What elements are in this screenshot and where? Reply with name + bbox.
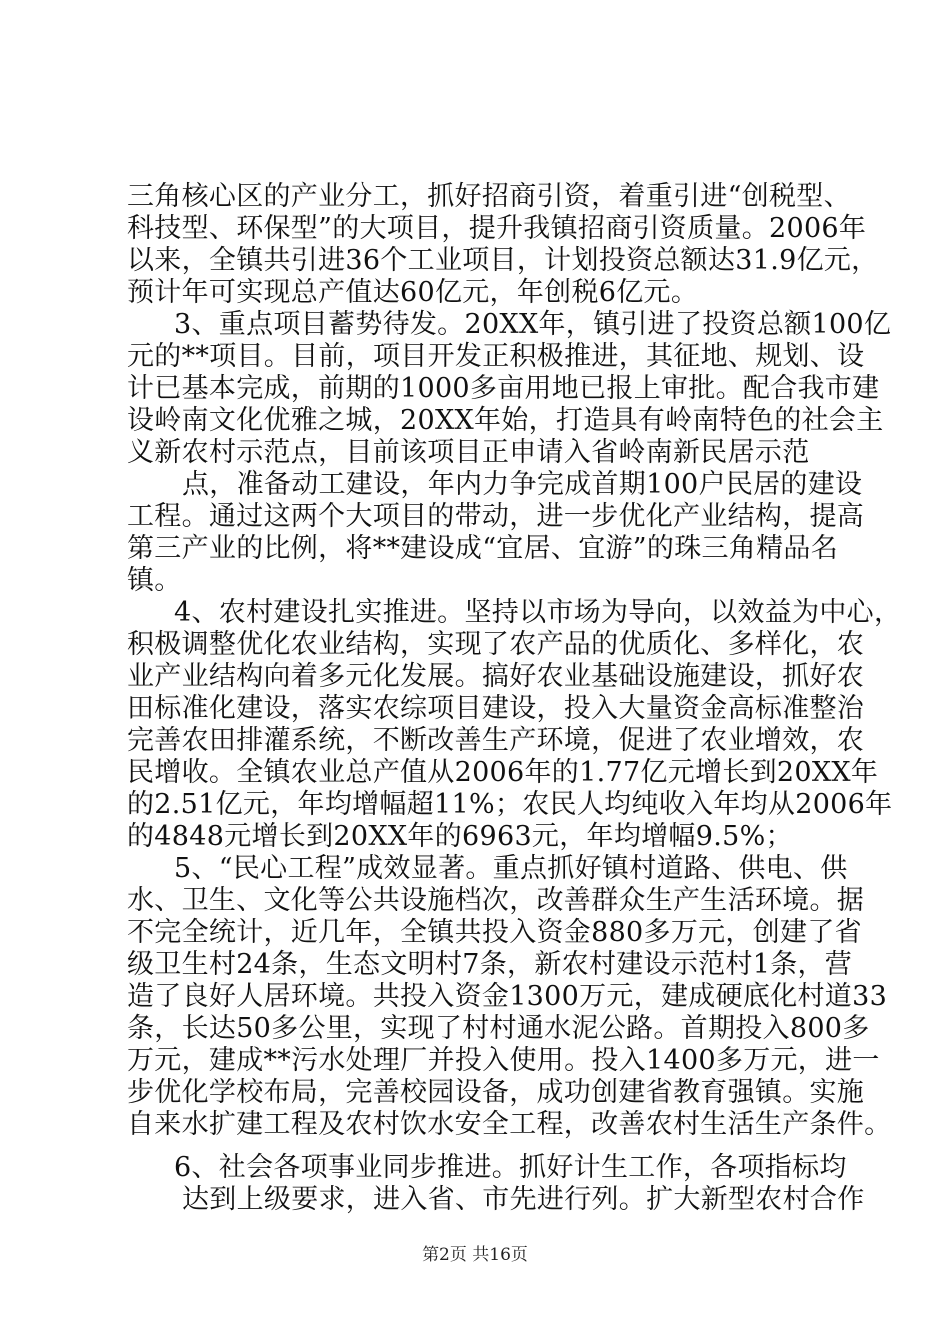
text-line: 不完全统计，近几年，全镇共投入资金880多万元，创建了省: [127, 917, 862, 948]
text-line: 田标准化建设，落实农综项目建设，投入大量资金高标准整治: [127, 693, 865, 724]
text-line: 造了良好人居环境。共投入资金1300万元，建成硬底化村道33: [127, 981, 888, 1012]
text-line: 预计年可实现总产值达60亿元，年创税6亿元。: [127, 277, 699, 308]
text-line: 条，长达50多公里，实现了村村通水泥公路。首期投入800多: [127, 1013, 870, 1044]
text-line: 达到上级要求，进入省、市先进行列。扩大新型农村合作: [182, 1184, 865, 1215]
page-number-footer: 第2页 共16页: [422, 1245, 528, 1265]
text-line: 5、“民心工程”成效显著。重点抓好镇村道路、供电、供: [174, 853, 848, 884]
text-line: 民增收。全镇农业总产值从2006年的1.77亿元增长到20XX年: [127, 757, 879, 788]
text-line: 的4848元增长到20XX年的6963元，年均增幅9.5%；: [127, 821, 793, 852]
text-line: 镇。: [127, 565, 182, 596]
text-line: 自来水扩建工程及农村饮水安全工程，改善农村生活生产条件。: [127, 1109, 892, 1140]
text-line: 以来，全镇共引进36个工业项目，计划投资总额达31.9亿元，: [127, 245, 879, 276]
text-line: 第三产业的比例，将**建设成“宜居、宜游”的珠三角精品名: [127, 533, 839, 564]
text-line: 4、农村建设扎实推进。坚持以市场为导向，以效益为中心，: [174, 597, 902, 628]
text-line: 业产业结构向着多元化发展。搞好农业基础设施建设，抓好农: [127, 661, 865, 692]
text-line: 的2.51亿元，年均增幅超11%；农民人均纯收入年均从2006年: [127, 789, 893, 820]
text-line: 完善农田排灌系统，不断改善生产环境，促进了农业增效，农: [127, 725, 865, 756]
text-line: 万元，建成**污水处理厂并投入使用。投入1400多万元，进一: [127, 1045, 880, 1076]
text-line: 6、社会各项事业同步推进。抓好计生工作，各项指标均: [174, 1152, 847, 1183]
text-line: 计已基本完成，前期的1000多亩用地已报上审批。配合我市建: [127, 373, 880, 404]
text-line: 3、重点项目蓄势待发。20XX年，镇引进了投资总额100亿: [174, 309, 892, 340]
text-line: 元的**项目。目前，项目开发正积极推进，其征地、规划、设: [127, 341, 865, 372]
text-line: 积极调整优化农业结构，实现了农产品的优质化、多样化，农: [127, 629, 865, 660]
text-line: 步优化学校布局，完善校园设备，成功创建省教育强镇。实施: [127, 1077, 865, 1108]
text-line: 三角核心区的产业分工，抓好招商引资，着重引进“创税型、: [127, 181, 851, 212]
text-line: 设岭南文化优雅之城，20XX年始，打造具有岭南特色的社会主: [127, 405, 884, 436]
text-line: 科技型、环保型”的大项目，提升我镇招商引资质量。2006年: [127, 213, 867, 244]
text-line: 水、卫生、文化等公共设施档次，改善群众生产生活环境。据: [127, 885, 865, 916]
text-line: 工程。通过这两个大项目的带动，进一步优化产业结构，提高: [127, 501, 865, 532]
text-line: 点，准备动工建设，年内力争完成首期100户民居的建设: [182, 469, 863, 500]
text-line: 级卫生村24条，生态文明村7条，新农村建设示范村1条，营: [127, 949, 853, 980]
text-line: 义新农村示范点，目前该项目正申请入省岭南新民居示范: [127, 437, 810, 468]
